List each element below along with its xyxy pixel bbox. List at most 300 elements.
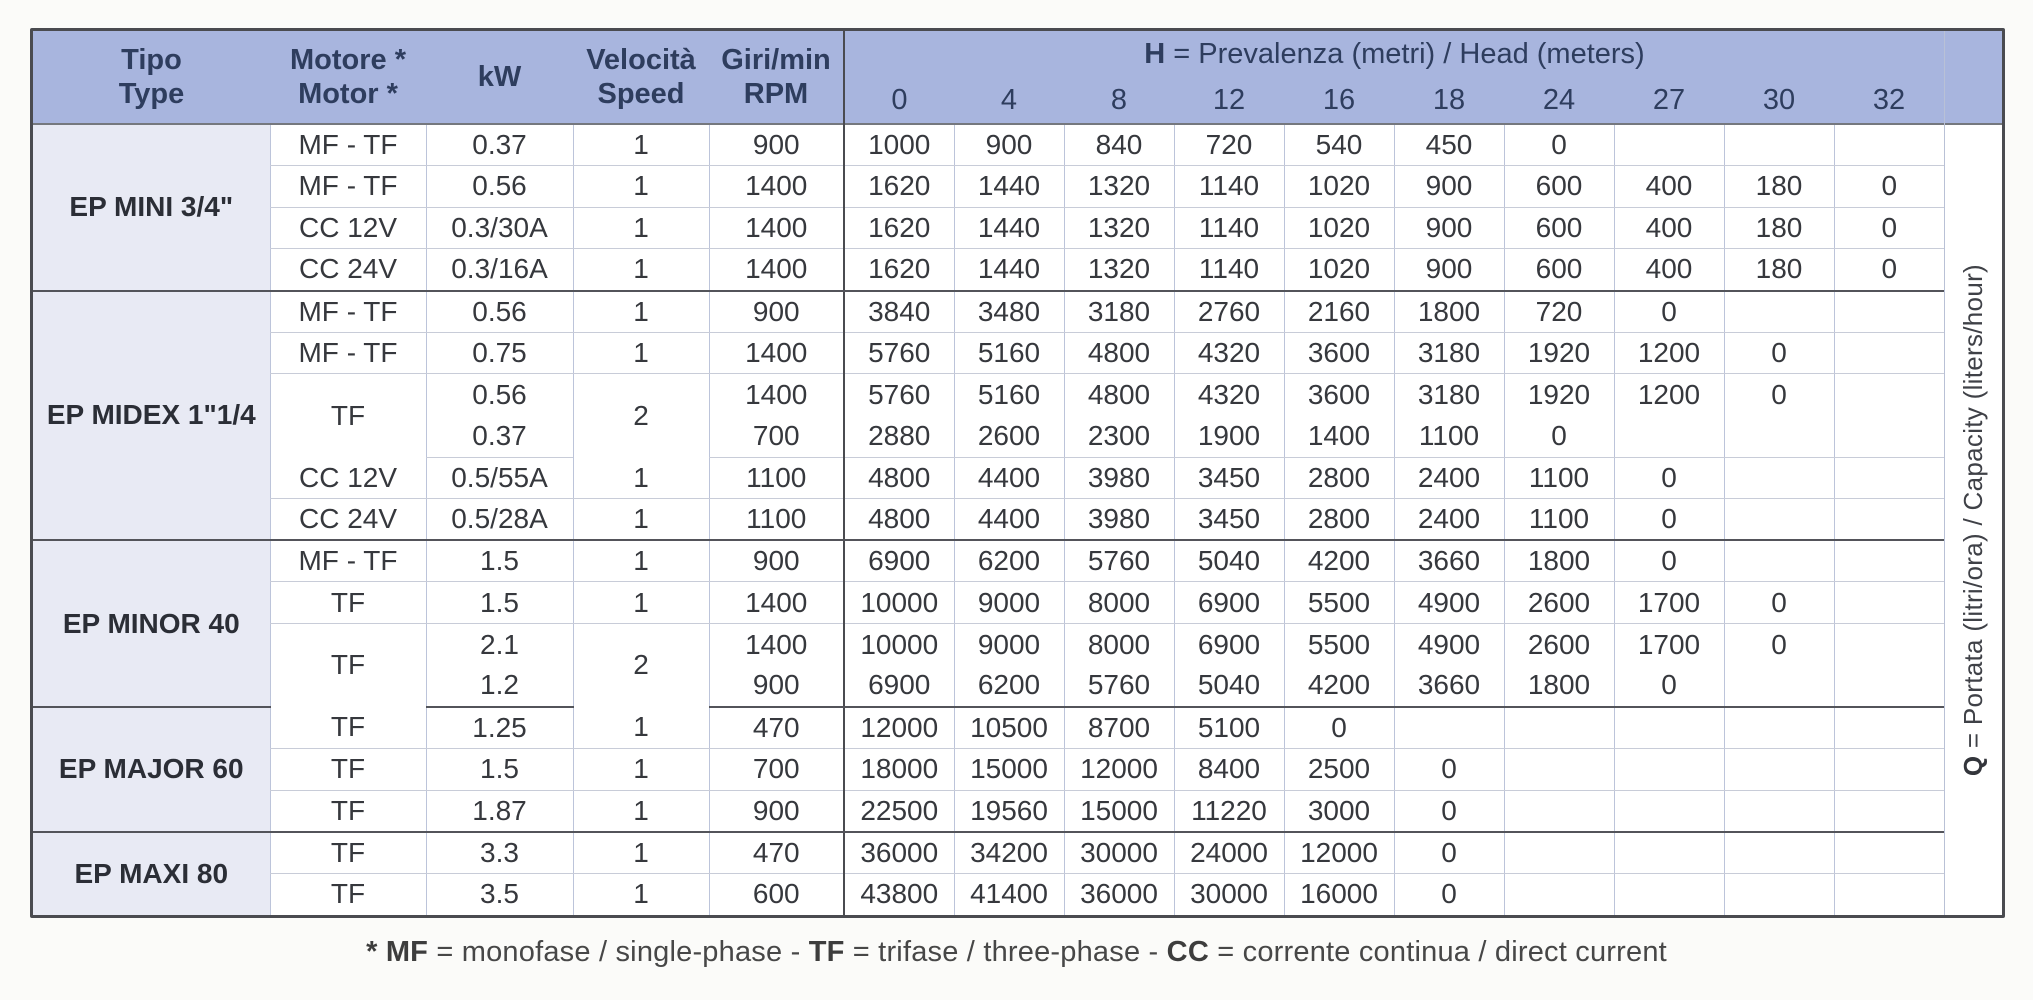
head-value: 32 (1872, 83, 1906, 116)
head-value-cell (1834, 707, 1944, 749)
head-value-cell: 0 (1614, 665, 1724, 707)
kw-cell: 3.3 (426, 832, 573, 874)
head-value-cell (1724, 873, 1834, 915)
footnote-text: = monofase / single-phase - (428, 936, 809, 968)
head-value-cell: 720 (1174, 124, 1284, 166)
col-header-velocita-en: Speed (597, 78, 685, 110)
head-value-cell: 1100 (1394, 415, 1504, 457)
head-value-cell: 2800 (1284, 499, 1394, 541)
head-value-cell: 4800 (844, 499, 954, 541)
head-value-cell: 6900 (844, 665, 954, 707)
head-value-cell: 1020 (1284, 207, 1394, 249)
head-value-cell (1834, 624, 1944, 666)
head-value-cell (1834, 873, 1944, 915)
motor-cell: MF - TF (270, 332, 426, 374)
head-value-cell: 900 (1394, 249, 1504, 291)
head-value-cell: 1100 (1504, 499, 1614, 541)
head-value-cell: 1440 (954, 207, 1064, 249)
head-symbol: H (1144, 37, 1166, 70)
rpm-cell: 1400 (709, 624, 844, 666)
table-row (33, 374, 1944, 416)
motor-cell: TF (270, 374, 426, 457)
head-value-cell (1834, 332, 1944, 374)
head-value-cell (1724, 748, 1834, 790)
head-value-cell: 1020 (1284, 249, 1394, 291)
rpm-cell: 600 (709, 873, 844, 915)
speed-cell: 1 (573, 207, 709, 249)
col-header-kw: kW (477, 60, 522, 93)
head-value-cell: 1700 (1614, 582, 1724, 624)
head-value-cell: 0 (1504, 124, 1614, 166)
rpm-cell: 700 (709, 748, 844, 790)
head-value-cell (1834, 499, 1944, 541)
head-value-cell: 4200 (1284, 540, 1394, 582)
head-value-cell (1504, 832, 1614, 874)
head-value-cell: 6900 (1174, 582, 1284, 624)
col-header-giri-it: Giri/min (721, 43, 831, 76)
head-value-cell: 0 (1724, 374, 1834, 416)
head-value-cell: 600 (1504, 249, 1614, 291)
head-value: 4 (1000, 83, 1018, 116)
speed-cell: 2 (573, 374, 709, 457)
head-value-cell (1614, 415, 1724, 457)
head-value-cell: 41400 (954, 873, 1064, 915)
head-value-cell: 5500 (1284, 624, 1394, 666)
head-value-cell: 11220 (1174, 790, 1284, 832)
kw-cell: 0.75 (426, 332, 573, 374)
head-value-cell: 0 (1724, 582, 1834, 624)
head-value-cell (1614, 873, 1724, 915)
head-value-cell: 3000 (1284, 790, 1394, 832)
head-value-cell (1834, 582, 1944, 624)
head-value-cell (1614, 832, 1724, 874)
rpm-cell: 1100 (709, 457, 844, 499)
head-value-cell: 1800 (1394, 291, 1504, 333)
head-value-cell: 3480 (954, 291, 1064, 333)
head-value-cell: 0 (1284, 707, 1394, 749)
rpm-cell: 900 (709, 540, 844, 582)
head-value-cell: 24000 (1174, 832, 1284, 874)
head-value-cell (1504, 790, 1614, 832)
col-header-tipo-en: Type (118, 78, 185, 110)
table-row (33, 166, 1944, 208)
head-value-cell: 1140 (1174, 166, 1284, 208)
head-value-cell (1724, 832, 1834, 874)
head-value-cell: 5760 (1064, 540, 1174, 582)
col-header-velocita-it: Velocità (586, 43, 696, 76)
head-value-cell: 0 (1614, 457, 1724, 499)
capacity-strip-body (1945, 125, 2002, 915)
head-value-cell: 4320 (1174, 332, 1284, 374)
rpm-cell: 900 (709, 124, 844, 166)
head-title-text: = Prevalenza (metri) / Head (meters) (1165, 37, 1645, 70)
pump-group (33, 832, 1944, 915)
table-row (33, 499, 1944, 541)
head-value-cell (1614, 790, 1724, 832)
motor-cell: TF (270, 790, 426, 832)
rpm-cell: 900 (709, 291, 844, 333)
head-value-cell: 840 (1064, 124, 1174, 166)
head-value-cell (1834, 540, 1944, 582)
col-header-giri-en: RPM (743, 78, 809, 110)
head-value-cell (1394, 707, 1504, 749)
rpm-cell: 1400 (709, 582, 844, 624)
head-value-cell: 4800 (844, 457, 954, 499)
head-value-cell: 180 (1724, 166, 1834, 208)
pump-group (33, 707, 1944, 832)
rpm-cell: 1400 (709, 374, 844, 416)
pump-type-cell: EP MAXI 80 (33, 832, 270, 915)
head-value-cell: 10000 (844, 624, 954, 666)
head-value: 30 (1762, 83, 1796, 116)
head-value-cell: 10000 (844, 582, 954, 624)
rpm-cell: 1400 (709, 166, 844, 208)
speed-cell: 1 (573, 790, 709, 832)
head-value-cell: 8000 (1064, 624, 1174, 666)
head-value-cell: 6900 (844, 540, 954, 582)
table-row (33, 457, 1944, 499)
head-value-cell (1504, 873, 1614, 915)
head-value-cell: 400 (1614, 249, 1724, 291)
head-value-cell: 2600 (1504, 624, 1614, 666)
head-value-cell: 4800 (1064, 332, 1174, 374)
head-value-cell (1504, 748, 1614, 790)
head-value-cell: 34200 (954, 832, 1064, 874)
speed-cell: 1 (573, 166, 709, 208)
head-value-cell: 600 (1504, 166, 1614, 208)
motor-cell: MF - TF (270, 166, 426, 208)
head-value-cell: 2160 (1284, 291, 1394, 333)
head-value-cell (1834, 665, 1944, 707)
motor-cell: TF (270, 832, 426, 874)
head-value-cell: 0 (1614, 499, 1724, 541)
table-row (33, 332, 1944, 374)
head-value-cell: 12000 (844, 707, 954, 749)
head-value-cell: 5040 (1174, 540, 1284, 582)
head-value-cell: 36000 (844, 832, 954, 874)
table-row (33, 790, 1944, 832)
head-value-cell: 3180 (1394, 332, 1504, 374)
head-value-cell: 3180 (1394, 374, 1504, 416)
pump-type-cell: EP MINI 3/4" (33, 124, 270, 291)
head-value-cell: 5160 (954, 332, 1064, 374)
head-value-cell: 12000 (1064, 748, 1174, 790)
head-value-cell: 4900 (1394, 624, 1504, 666)
head-value-cell: 1800 (1504, 540, 1614, 582)
head-value-cell: 3600 (1284, 332, 1394, 374)
col-header-motore (270, 31, 426, 124)
head-value-cell: 180 (1724, 249, 1834, 291)
head-value-cell (1834, 748, 1944, 790)
head-value-cell: 2600 (954, 415, 1064, 457)
head-value-cell: 600 (1504, 207, 1614, 249)
speed-cell: 1 (573, 832, 709, 874)
kw-cell: 0.56 (426, 166, 573, 208)
kw-cell: 1.25 (426, 707, 573, 749)
rpm-cell: 1400 (709, 207, 844, 249)
speed-cell: 1 (573, 873, 709, 915)
col-header-velocita (573, 31, 709, 124)
table-row (33, 291, 1944, 333)
kw-cell: 0.56 (426, 291, 573, 333)
kw-cell: 0.3/30A (426, 207, 573, 249)
head-value-cell: 2300 (1064, 415, 1174, 457)
capacity-axis-label (1958, 264, 1989, 776)
head-value-cell: 1020 (1284, 166, 1394, 208)
head-value-cell: 0 (1394, 790, 1504, 832)
kw-cell: 0.56 (426, 374, 573, 416)
rpm-cell: 1400 (709, 249, 844, 291)
head-value-cell: 1140 (1174, 207, 1284, 249)
kw-cell: 0.37 (426, 124, 573, 166)
head-value-cell: 0 (1834, 166, 1944, 208)
motor-cell: CC 24V (270, 249, 426, 291)
col-header-giri (709, 31, 844, 124)
head-value-cell: 9000 (954, 624, 1064, 666)
head-value-cell: 6200 (954, 665, 1064, 707)
table-row (33, 748, 1944, 790)
rpm-cell: 900 (709, 790, 844, 832)
head-value-cell: 2760 (1174, 291, 1284, 333)
kw-cell: 1.5 (426, 540, 573, 582)
head-value-cell: 18000 (844, 748, 954, 790)
head-value-cell: 1200 (1614, 374, 1724, 416)
head-value: 16 (1322, 83, 1356, 116)
kw-cell: 0.37 (426, 415, 573, 457)
motor-cell: MF - TF (270, 124, 426, 166)
head-value-cell (1724, 790, 1834, 832)
head-value-cell: 4400 (954, 457, 1064, 499)
footnote-text: = corrente continua / direct current (1208, 936, 1667, 968)
head-value-cell: 0 (1834, 207, 1944, 249)
table-header (33, 31, 1944, 124)
head-value-cell: 1140 (1174, 249, 1284, 291)
rpm-cell: 1400 (709, 332, 844, 374)
footnote-abbr: CC (1166, 936, 1209, 968)
head-value-cell: 5160 (954, 374, 1064, 416)
table-row (33, 707, 1944, 749)
head-value-cell: 36000 (1064, 873, 1174, 915)
kw-cell: 2.1 (426, 624, 573, 666)
speed-cell: 1 (573, 582, 709, 624)
head-value-cell: 10500 (954, 707, 1064, 749)
head-value-cell: 2600 (1504, 582, 1614, 624)
motor-cell: CC 12V (270, 207, 426, 249)
head-value-cell: 6200 (954, 540, 1064, 582)
head-value-cell: 8700 (1064, 707, 1174, 749)
motor-cell: CC 24V (270, 499, 426, 541)
head-value-cell: 1320 (1064, 207, 1174, 249)
head-value: 8 (1110, 83, 1128, 116)
speed-cell: 1 (573, 332, 709, 374)
table-row (33, 582, 1944, 624)
head-value-cell: 1700 (1614, 624, 1724, 666)
head-value-cell: 3980 (1064, 457, 1174, 499)
head-value-cell (1724, 540, 1834, 582)
head-value-cell (1834, 291, 1944, 333)
head-value-cell: 6900 (1174, 624, 1284, 666)
head-value: 18 (1432, 83, 1466, 116)
head-value-cell (1834, 374, 1944, 416)
head-value-cell: 4900 (1394, 582, 1504, 624)
head-value-cell: 3450 (1174, 457, 1284, 499)
head-value: 27 (1652, 83, 1686, 116)
head-value-cell: 0 (1614, 540, 1724, 582)
col-header-tipo (33, 31, 270, 124)
head-value-cell: 1440 (954, 166, 1064, 208)
head-value-cell: 5760 (844, 374, 954, 416)
rpm-cell: 470 (709, 832, 844, 874)
footnote (0, 936, 2033, 969)
head-value-cell: 1440 (954, 249, 1064, 291)
motor-cell: CC 12V (270, 457, 426, 499)
head-value-cell (1834, 415, 1944, 457)
head-value-cell: 1620 (844, 166, 954, 208)
head-value-cell (1614, 748, 1724, 790)
head-value-cell (1614, 124, 1724, 166)
head-value-cell: 15000 (1064, 790, 1174, 832)
head-value-cell (1834, 457, 1944, 499)
head-value-cell: 900 (1394, 207, 1504, 249)
head-value-cell: 8000 (1064, 582, 1174, 624)
head-value-cell: 5500 (1284, 582, 1394, 624)
speed-cell: 1 (573, 499, 709, 541)
head-value-cell (1724, 124, 1834, 166)
table-row (33, 873, 1944, 915)
speed-cell: 1 (573, 540, 709, 582)
speed-cell: 2 (573, 624, 709, 707)
head-value-cell: 1100 (1504, 457, 1614, 499)
head-value-cell: 15000 (954, 748, 1064, 790)
head-value-cell: 1320 (1064, 249, 1174, 291)
head-value: 24 (1542, 83, 1576, 116)
head-value-cell: 1000 (844, 124, 954, 166)
head-value-cell: 1620 (844, 249, 954, 291)
table-row (33, 624, 1944, 666)
kw-cell: 1.87 (426, 790, 573, 832)
head-value-cell: 400 (1614, 166, 1724, 208)
head-value-cell (1724, 499, 1834, 541)
head-section-title (844, 31, 1944, 77)
head-value-cell: 9000 (954, 582, 1064, 624)
head-value-cell: 5100 (1174, 707, 1284, 749)
head-value-cell: 3840 (844, 291, 954, 333)
head-value-cell (1724, 291, 1834, 333)
kw-cell: 0.5/28A (426, 499, 573, 541)
head-value-cell: 2400 (1394, 499, 1504, 541)
rpm-cell: 1100 (709, 499, 844, 541)
head-value-cell: 1320 (1064, 166, 1174, 208)
pump-group (33, 540, 1944, 707)
head-value-cell: 0 (1504, 415, 1614, 457)
head-value-cell: 1620 (844, 207, 954, 249)
kw-cell: 0.5/55A (426, 457, 573, 499)
pump-group (33, 291, 1944, 541)
rpm-cell: 900 (709, 665, 844, 707)
head-value-cell: 2880 (844, 415, 954, 457)
head-value-cell (1834, 832, 1944, 874)
head-value-cell: 4200 (1284, 665, 1394, 707)
table-row (33, 124, 1944, 166)
kw-cell: 1.5 (426, 582, 573, 624)
head-value: 0 (844, 77, 954, 124)
kw-cell: 3.5 (426, 873, 573, 915)
footnote-abbr: TF (808, 936, 845, 968)
head-value-cell: 1920 (1504, 332, 1614, 374)
head-value-cell: 43800 (844, 873, 954, 915)
head-value-cell: 3660 (1394, 665, 1504, 707)
capacity-strip (1944, 31, 2002, 915)
table-row (33, 540, 1944, 582)
table-row (33, 832, 1944, 874)
head-value-cell: 450 (1394, 124, 1504, 166)
head-value-cell: 1400 (1284, 415, 1394, 457)
pump-type-cell: EP MIDEX 1"1/4 (33, 291, 270, 541)
head-value-cell: 4320 (1174, 374, 1284, 416)
head-value-cell: 400 (1614, 207, 1724, 249)
head-value-cell (1834, 790, 1944, 832)
head-value-cell: 2800 (1284, 457, 1394, 499)
motor-cell: TF (270, 873, 426, 915)
speed-cell: 1 (573, 707, 709, 749)
head-value-cell: 3980 (1064, 499, 1174, 541)
motor-cell: TF (270, 582, 426, 624)
head-value-cell: 1920 (1504, 374, 1614, 416)
head-value-cell: 180 (1724, 207, 1834, 249)
pump-group (33, 124, 1944, 291)
motor-cell: MF - TF (270, 540, 426, 582)
table-row (33, 207, 1944, 249)
col-header-tipo-it: Tipo (121, 43, 182, 76)
speed-cell: 1 (573, 291, 709, 333)
speed-cell: 1 (573, 457, 709, 499)
head-value-cell: 0 (1834, 249, 1944, 291)
head-value-cell: 1900 (1174, 415, 1284, 457)
head-value-cell: 1800 (1504, 665, 1614, 707)
head-value-cell: 0 (1394, 832, 1504, 874)
col-header-motore-it: Motore * (290, 43, 406, 76)
speed-cell: 1 (573, 124, 709, 166)
head-value-cell: 3450 (1174, 499, 1284, 541)
head-value-cell: 4400 (954, 499, 1064, 541)
head-value-cell: 19560 (954, 790, 1064, 832)
head-value-cell: 0 (1724, 332, 1834, 374)
kw-cell: 0.3/16A (426, 249, 573, 291)
head-value-cell (1724, 665, 1834, 707)
head-value-cell: 5760 (844, 332, 954, 374)
head-value-cell: 900 (954, 124, 1064, 166)
footnote-text: = trifase / three-phase - (844, 936, 1167, 968)
capacity-label-text: = Portata (litri/ora) / Capacity (liters/hour) (1958, 263, 1988, 756)
head-value-cell: 2400 (1394, 457, 1504, 499)
kw-cell: 1.2 (426, 665, 573, 707)
head-value-cell (1724, 457, 1834, 499)
head-value-cell: 22500 (844, 790, 954, 832)
head-value-cell: 1200 (1614, 332, 1724, 374)
head-value-cell: 0 (1724, 624, 1834, 666)
head-value-cell: 5040 (1174, 665, 1284, 707)
spec-table-panel (30, 28, 2005, 918)
kw-cell: 1.5 (426, 748, 573, 790)
head-value-cell: 3660 (1394, 540, 1504, 582)
head-value-cell (1724, 707, 1834, 749)
head-value: 12 (1212, 83, 1246, 116)
motor-cell: MF - TF (270, 291, 426, 333)
capacity-strip-header (1945, 31, 2002, 125)
head-value-cell: 3180 (1064, 291, 1174, 333)
head-value-cell: 0 (1394, 873, 1504, 915)
head-value-cell: 540 (1284, 124, 1394, 166)
